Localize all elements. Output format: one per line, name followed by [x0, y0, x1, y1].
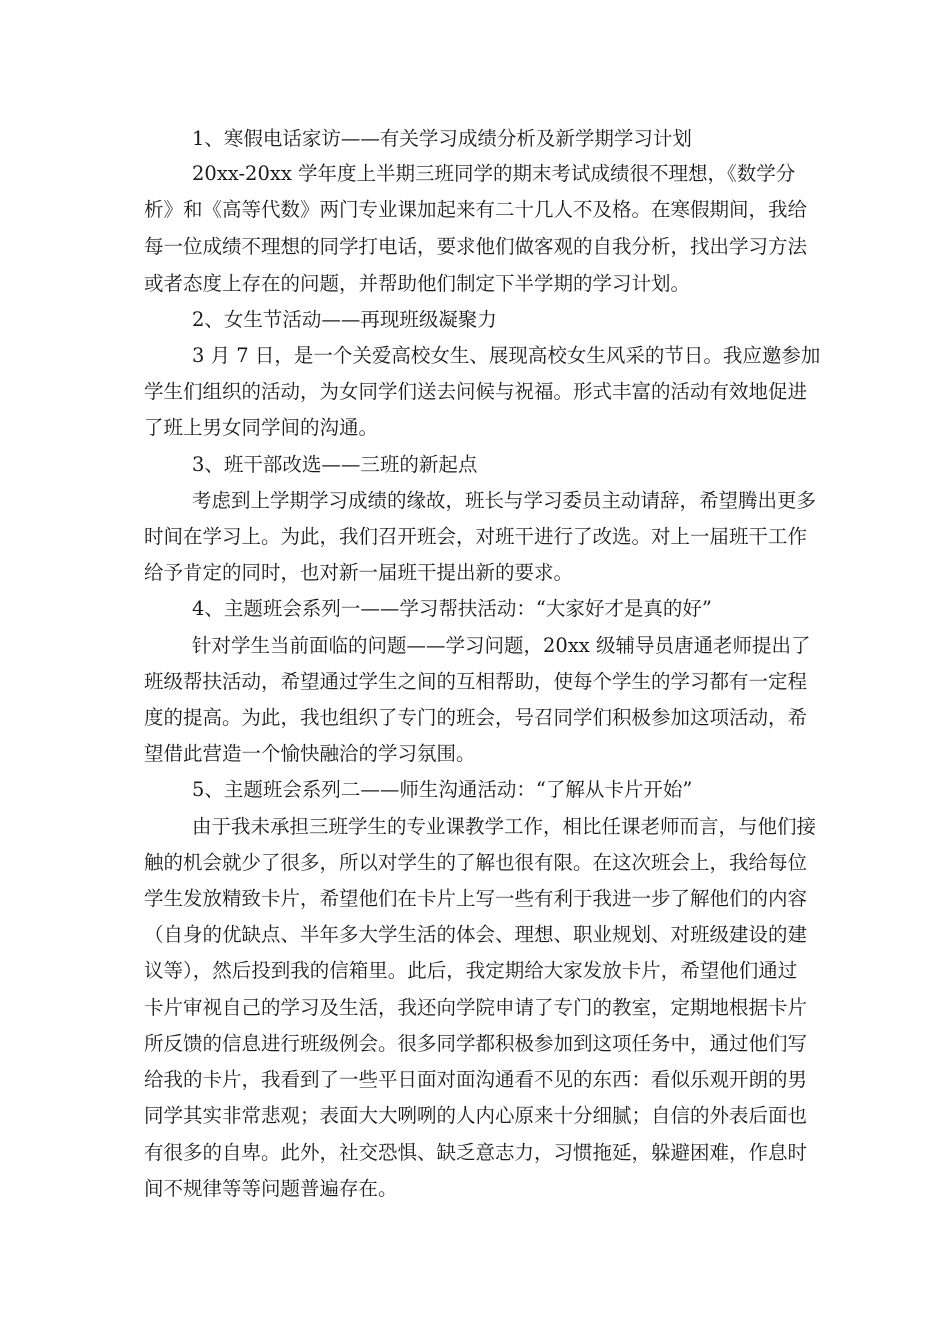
section-heading-2: 2、女生节活动——再现班级凝聚力 [192, 308, 497, 331]
paragraph-line: 给我的卡片，我看到了一些平日面对面沟通看不见的东西：看似乐观开朗的男 [144, 1068, 808, 1091]
paragraph-line: 议等），然后投到我的信箱里。此后，我定期给大家发放卡片，希望他们通过 [144, 959, 798, 982]
paragraph-line: 学生们组织的活动，为女同学们送去问候与祝福。形式丰富的活动有效地促进 [144, 380, 808, 403]
paragraph-line: 了班上男女同学间的沟通。 [144, 416, 379, 439]
paragraph-line: 由于我未承担三班学生的专业课教学工作，相比任课老师而言，与他们接 [192, 815, 817, 838]
paragraph-line: 望借此营造一个愉快融洽的学习氛围。 [144, 742, 476, 765]
paragraph-line: 析》和《高等代数》两门专业课加起来有二十几人不及格。在寒假期间，我给 [144, 198, 808, 221]
paragraph-line: 度的提高。为此，我也组织了专门的班会，号召同学们积极参加这项活动，希 [144, 706, 808, 729]
section-heading-5: 5、主题班会系列二——师生沟通活动：“了解从卡片开始” [192, 778, 693, 801]
paragraph-line: 时间在学习上。为此，我们召开班会，对班干进行了改选。对上一届班干工作 [144, 525, 808, 548]
paragraph-line: 或者态度上存在的问题，并帮助他们制定下半学期的学习计划。 [144, 272, 691, 295]
paragraph-line: 考虑到上学期学习成绩的缘故，班长与学习委员主动请辞，希望腾出更多 [192, 489, 817, 512]
paragraph-line: 每一位成绩不理想的同学打电话，要求他们做客观的自我分析，找出学习方法 [144, 235, 808, 258]
paragraph-line: 卡片审视自己的学习及生活，我还向学院申请了专门的教室，定期地根据卡片 [144, 996, 808, 1019]
paragraph-line: 班级帮扶活动，希望通过学生之间的互相帮助，使每个学生的学习都有一定程 [144, 670, 808, 693]
paragraph-line: 学生发放精致卡片，希望他们在卡片上写一些有利于我进一步了解他们的内容 [144, 887, 808, 910]
paragraph-line: 20xx-20xx 学年度上半期三班同学的期末考试成绩很不理想，《数学分 [192, 162, 796, 185]
paragraph-line: 3 月 7 日，是一个关爱高校女生、展现高校女生风采的节日。我应邀参加 [192, 344, 821, 367]
paragraph-line: 同学其实非常悲观；表面大大咧咧的人内心原来十分细腻；自信的外表后面也 [144, 1104, 808, 1127]
section-heading-4: 4、主题班会系列一——学习帮扶活动：“大家好才是真的好” [192, 597, 712, 620]
paragraph-line: 给予肯定的同时，也对新一届班干提出新的要求。 [144, 561, 574, 584]
paragraph-line: 针对学生当前面临的问题——学习问题，20xx 级辅导员唐通老师提出了 [192, 634, 811, 657]
section-heading-1: 1、寒假电话家访——有关学习成绩分析及新学期学习计划 [192, 127, 692, 150]
paragraph-line: （自身的优缺点、半年多大学生活的体会、理想、职业规划、对班级建设的建 [144, 923, 808, 946]
paragraph-line: 触的机会就少了很多，所以对学生的了解也很有限。在这次班会上，我给每位 [144, 851, 808, 874]
paragraph-line: 间不规律等等问题普遍存在。 [144, 1177, 398, 1200]
paragraph-line: 有很多的自卑。此外，社交恐惧、缺乏意志力，习惯拖延，躲避困难，作息时 [144, 1141, 808, 1164]
paragraph-line: 所反馈的信息进行班级例会。很多同学都积极参加到这项任务中，通过他们写 [144, 1032, 808, 1055]
section-heading-3: 3、班干部改选——三班的新起点 [192, 453, 478, 476]
